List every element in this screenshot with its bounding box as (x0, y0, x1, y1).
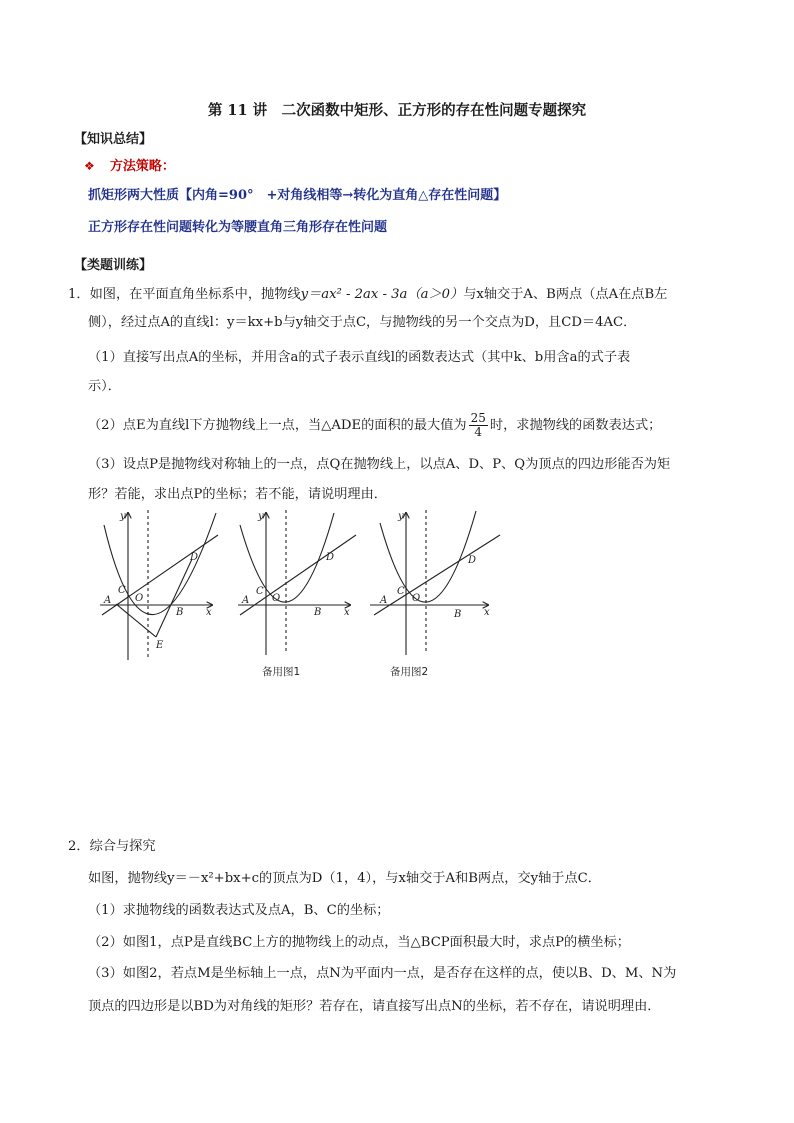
q2-heading: 综合与探究 (89, 839, 156, 854)
line-l (240, 535, 356, 615)
parabola (104, 513, 216, 615)
q1-line2: 侧），经过点A的直线l：y＝kx+b与y轴交于点C，与抛物线的另一个交点为D，且CD＝4AC． (88, 315, 637, 330)
label-O: O (135, 593, 144, 604)
label-C: C (397, 586, 405, 597)
caption-backup-2: 备用图2 (390, 666, 429, 678)
q2-part3-b: 顶点的四边形是以BD为对角线的矩形？若存在，请直接写出点N的坐标，若不存在，请说明理由． (88, 999, 661, 1014)
fraction-numerator: 25 (470, 411, 486, 425)
method-label: 方法策略： (109, 159, 175, 174)
q2-part2: （2）如图1，点P是直线BC上方的抛物线上的动点，当△BCP面积最大时，求点P的横坐标； (88, 935, 630, 950)
caption-backup-1: 备用图1 (262, 666, 301, 678)
label-D: D (468, 555, 477, 566)
q2-number: 2． (68, 839, 90, 854)
q1-stem-a: 如图，在平面直角坐标系中，抛物线 (89, 287, 301, 302)
label-x: x (484, 607, 490, 618)
label-B: B (314, 607, 322, 618)
q1-part1-a: （1）直接写出点A的坐标，并用含a的式子表示直线l的函数表达式（其中k、b用含a的式子表 (88, 350, 631, 365)
method-strategy (84, 155, 175, 174)
q1-part1-b: 示）． (88, 379, 121, 394)
figure-backup-1 (238, 510, 356, 655)
page-title: 第 11 讲 二次函数中矩形、正方形的存在性问题专题探究 (207, 102, 587, 119)
label-E: E (156, 640, 164, 651)
q1-part2 (88, 412, 661, 439)
q1-part2-b: 时，求抛物线的函数表达式； (489, 418, 662, 433)
parabola (380, 511, 476, 602)
label-O: O (272, 593, 281, 604)
q1-number: 1． (68, 287, 90, 302)
figure-backup-2 (370, 510, 500, 655)
parabola (240, 513, 334, 602)
square-method-line: 正方形存在性问题转化为等腰直角三角形存在性问题 (88, 220, 388, 235)
q1-figures (90, 505, 510, 685)
label-x: x (344, 607, 350, 618)
label-y: y (258, 511, 264, 522)
label-B: B (454, 609, 462, 620)
q2-part3-a: （3）如图2，若点M是坐标轴上一点，点N为平面内一点，是否存在这样的点，使以B、D、M、N为 (88, 966, 677, 981)
q1-part2-a: （2）点E为直线l下方抛物线上一点，当△ADE的面积的最大值为 (88, 418, 467, 433)
q1-part3-b: 形？若能，求出点P的坐标；若不能，请说明理由． (88, 487, 387, 502)
knowledge-heading: 【知识总结】 (74, 132, 153, 147)
line-l (374, 535, 500, 615)
rectangle-method-line: 抓矩形两大性质【内角=90° +对角线相等→转化为直角△存在性问题】 (88, 188, 507, 203)
practice-heading: 【类题训练】 (74, 258, 153, 273)
q2-part1: （1）求抛物线的函数表达式及点A，B、C的坐标； (88, 903, 390, 918)
label-A: A (242, 595, 250, 606)
q1-line1 (68, 285, 667, 305)
label-D: D (326, 552, 335, 563)
label-D: D (190, 552, 199, 563)
label-A: A (104, 595, 112, 606)
label-y: y (398, 511, 404, 522)
label-C: C (118, 585, 126, 596)
q1-stem-b: 与x轴交于A、B两点（点A在点B左 (463, 287, 668, 302)
label-x: x (206, 607, 212, 618)
q1-part3-a: （3）设点P是抛物线对称轴上的一点，点Q在抛物线上，以点A、D、P、Q为顶点的四边形能否为矩 (88, 457, 671, 472)
q2-heading-line (68, 837, 156, 857)
segment-AE (116, 604, 156, 637)
q2-stem: 如图，抛物线y＝－x²+bx+c的顶点为D（1，4），与x轴交于A和B两点，交y轴于点C． (88, 871, 601, 886)
fraction-denominator: 4 (474, 425, 483, 439)
label-O: O (412, 593, 421, 604)
q1-equation: y＝ax² - 2ax - 3a（a＞0） (300, 287, 464, 302)
diamond-bullet-icon: ❖ (84, 159, 95, 173)
segment-ED (156, 559, 192, 637)
label-A: A (380, 595, 388, 606)
label-y: y (120, 511, 126, 522)
fraction-25-4 (469, 412, 488, 439)
label-C: C (256, 586, 264, 597)
label-B: B (176, 607, 184, 618)
